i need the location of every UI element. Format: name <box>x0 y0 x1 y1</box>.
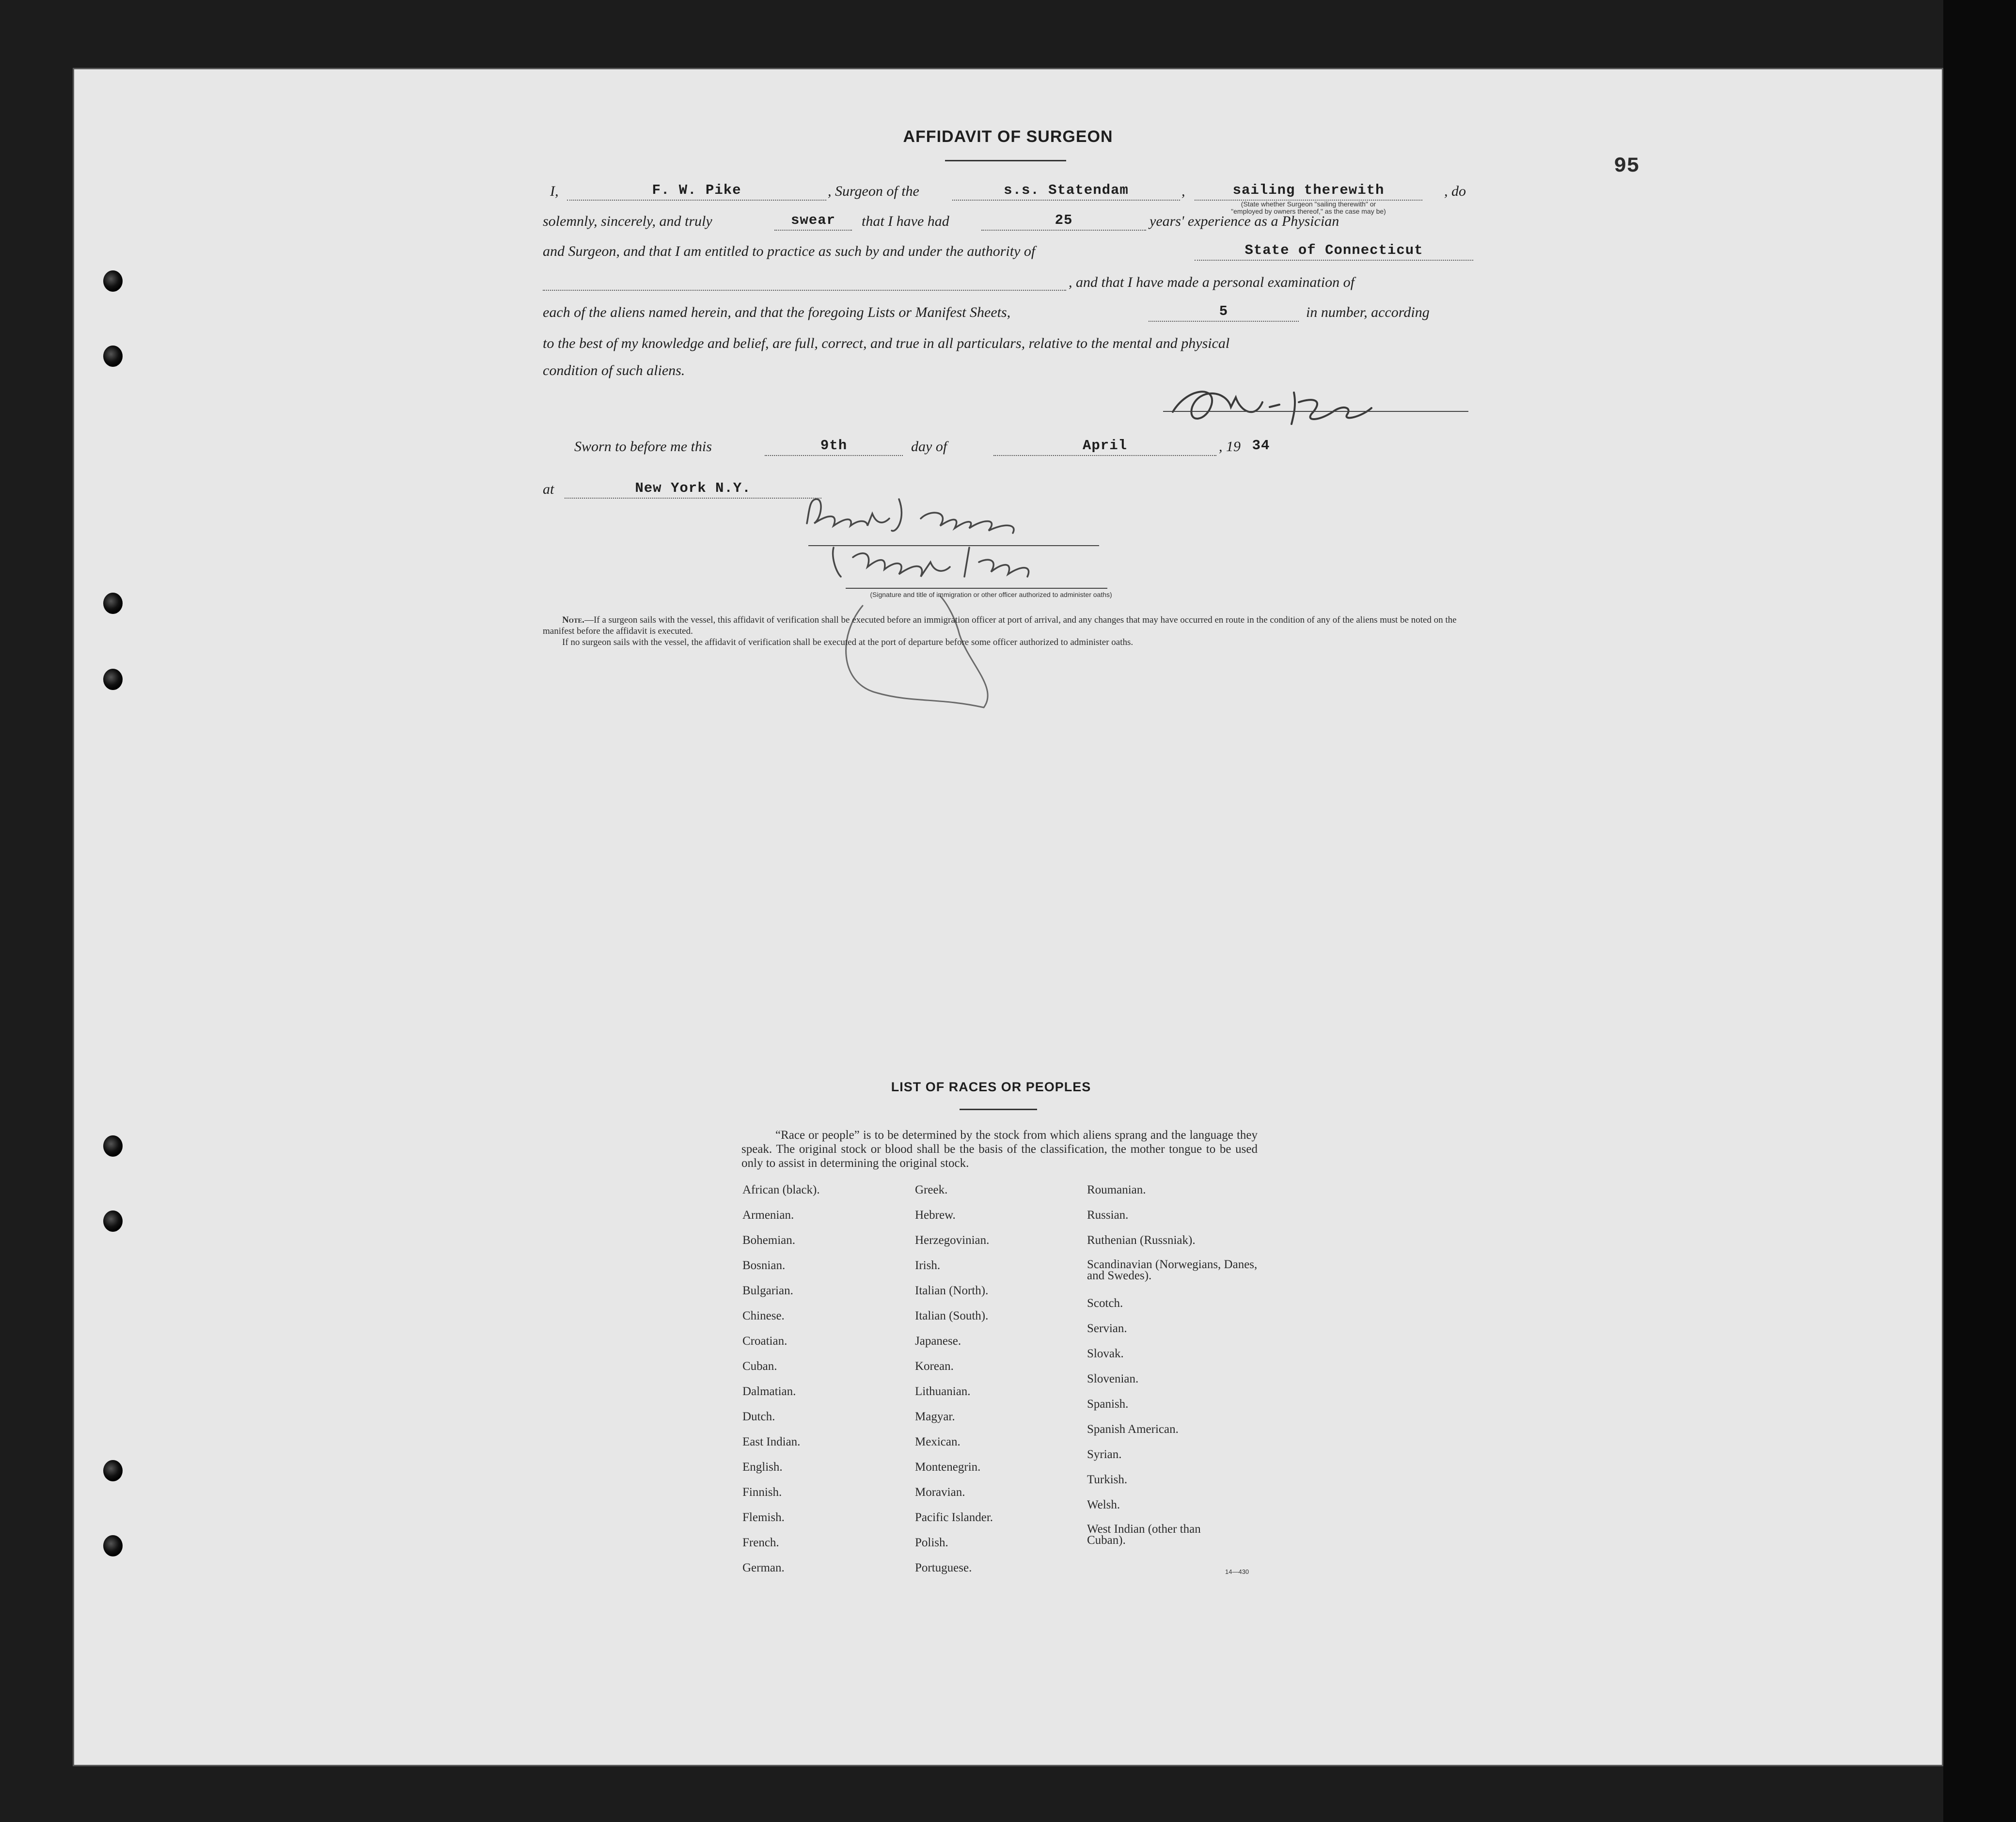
race-item: Croatian. <box>742 1335 788 1348</box>
race-item: Spanish. <box>1087 1398 1129 1411</box>
line-text: to the best of my knowledge and belief, are full, correct, and true in all particulars, relative to the mental and physical <box>543 335 1230 351</box>
affidavit-line-6 <box>543 335 1473 362</box>
race-item: West Indian (other than Cuban). <box>1087 1523 1201 1547</box>
race-item: Portuguese. <box>915 1561 972 1574</box>
races-column-1 <box>742 1183 907 1586</box>
race-item: Servian. <box>1087 1322 1127 1335</box>
line-text: years' experience as a Physician <box>1150 213 1339 229</box>
sailing-note: (State whether Surgeon "sailing therewith" or "employed by owners thereof," as the case may be) <box>1231 200 1386 215</box>
affidavit-note <box>543 614 1473 648</box>
race-item: Hebrew. <box>915 1209 956 1222</box>
affidavit-line-2 <box>543 213 1473 240</box>
races-column-2 <box>915 1183 1080 1586</box>
race-item: Bulgarian. <box>742 1284 793 1297</box>
race-item: Italian (North). <box>915 1284 989 1297</box>
blank-line <box>543 289 1066 291</box>
line-text: , <box>1181 183 1185 199</box>
line-text: in number, according <box>1306 304 1430 320</box>
binder-hole <box>103 669 123 690</box>
sworn-line <box>543 439 1473 466</box>
note-paragraph-1: —If a surgeon sails with the vessel, this affidavit of verification shall be executed before an immigration officer at port of arrival, and any changes that may have occurred en route in the condition of any of the aliens must be noted on the manifest before the affidavit is executed. <box>543 615 1457 636</box>
race-item: Chinese. <box>742 1309 785 1322</box>
race-item: Italian (South). <box>915 1309 989 1322</box>
race-item: Bohemian. <box>742 1234 796 1247</box>
race-item: Dalmatian. <box>742 1385 796 1398</box>
race-item: German. <box>742 1561 785 1574</box>
line-text: condition of such aliens. <box>543 362 685 378</box>
line-text: , 19 <box>1219 439 1241 455</box>
form-number: 14—430 <box>1225 1568 1249 1575</box>
note-head: Note. <box>562 615 584 625</box>
race-item: French. <box>742 1536 779 1549</box>
race-item: Herzegovinian. <box>915 1234 990 1247</box>
race-item: Ruthenian (Russniak). <box>1087 1234 1196 1247</box>
sworn-year-field[interactable]: 34 <box>1252 438 1270 454</box>
race-item: Korean. <box>915 1360 954 1373</box>
title-underline <box>945 160 1066 161</box>
note-paragraph-2: If no surgeon sails with the vessel, the affidavit of verification shall be executed at the port of departure before some officer authorized to administer oaths. <box>562 637 1134 647</box>
race-item: Polish. <box>915 1536 948 1549</box>
races-title-underline <box>960 1109 1037 1110</box>
race-item: Turkish. <box>1087 1473 1128 1486</box>
affidavit-line-5 <box>543 304 1473 331</box>
place-field[interactable]: New York N.Y. <box>565 480 821 499</box>
race-item: Magyar. <box>915 1410 955 1423</box>
binder-hole <box>103 1210 123 1232</box>
race-item: Montenegrin. <box>915 1461 981 1474</box>
race-item: Moravian. <box>915 1486 965 1499</box>
line-text: day of <box>911 439 947 455</box>
race-item: Slovenian. <box>1087 1372 1139 1385</box>
race-item: Cuban. <box>742 1360 777 1373</box>
races-intro: “Race or people” is to be determined by the stock from which aliens sprang and the language they speak. The original stock or blood shall be the basis of the classification, the mother tongue to be used only to assist in determining the original stock. <box>741 1129 1258 1170</box>
line-text: that I have had <box>862 213 949 229</box>
scan-border <box>1943 0 2016 1822</box>
surgeon-signature <box>1158 378 1391 436</box>
race-item: Greek. <box>915 1183 948 1196</box>
race-item: Spanish American. <box>1087 1423 1179 1436</box>
race-item: Flemish. <box>742 1511 785 1524</box>
binder-hole <box>103 346 123 367</box>
race-item: Scandinavian (Norwegians, Danes, and Swedes). <box>1087 1258 1258 1282</box>
race-item: Dutch. <box>742 1410 775 1423</box>
sworn-month-field[interactable]: April <box>993 438 1216 456</box>
line-text: solemnly, sincerely, and truly <box>543 213 712 229</box>
races-column-3 <box>1087 1183 1261 1553</box>
line-text: Sworn to before me this <box>574 439 712 455</box>
race-item: Syrian. <box>1087 1448 1122 1461</box>
race-item: Pacific Islander. <box>915 1511 993 1524</box>
race-item: Roumanian. <box>1087 1183 1146 1196</box>
race-item: Welsh. <box>1087 1498 1120 1511</box>
sheets-field[interactable]: 5 <box>1149 303 1299 322</box>
binder-hole <box>103 593 123 614</box>
affidavit-line-3 <box>543 243 1473 270</box>
race-item: Japanese. <box>915 1335 961 1348</box>
race-item: African (black). <box>742 1183 820 1196</box>
years-field[interactable]: 25 <box>981 212 1146 231</box>
officer-caption: (Signature and title of immigration or other officer authorized to administer oaths) <box>870 591 1112 598</box>
oath-field[interactable]: swear <box>774 212 852 231</box>
race-item: Finnish. <box>742 1486 782 1499</box>
affidavit-title: AFFIDAVIT OF SURGEON <box>903 127 1113 146</box>
race-item: Armenian. <box>742 1209 794 1222</box>
line-text: at <box>543 481 554 497</box>
line-text: , and that I have made a personal examination of <box>1069 274 1354 290</box>
sailing-field[interactable]: sailing therewith <box>1195 182 1422 201</box>
line-text: , Surgeon of the <box>828 183 919 199</box>
race-item: English. <box>742 1461 783 1474</box>
sworn-day-field[interactable]: 9th <box>765 438 903 456</box>
binder-hole <box>103 1460 123 1481</box>
line-text: each of the aliens named herein, and that the foregoing Lists or Manifest Sheets, <box>543 304 1011 320</box>
affidavit-line-4 <box>543 274 1473 301</box>
races-title: LIST OF RACES OR PEOPLES <box>891 1080 1091 1094</box>
line-text: and Surgeon, and that I am entitled to practice as such by and under the authority of <box>543 243 1036 259</box>
surgeon-name-field[interactable]: F. W. Pike <box>567 182 826 201</box>
line-text: , do <box>1444 183 1466 199</box>
authority-field[interactable]: State of Connecticut <box>1195 242 1473 261</box>
race-item: Mexican. <box>915 1435 961 1448</box>
race-item: Irish. <box>915 1259 941 1272</box>
race-item: Scotch. <box>1087 1297 1123 1310</box>
page-number: 95 <box>1614 154 1639 178</box>
binder-hole <box>103 270 123 292</box>
binder-hole <box>103 1535 123 1556</box>
line-text: I, <box>550 183 559 199</box>
binder-hole <box>103 1135 123 1157</box>
officer-signature-line-2 <box>846 588 1107 589</box>
vessel-field[interactable]: s.s. Statendam <box>952 182 1180 201</box>
surgeon-signature-line <box>1163 411 1468 412</box>
race-item: East Indian. <box>742 1435 801 1448</box>
race-item: Lithuanian. <box>915 1385 971 1398</box>
race-item: Russian. <box>1087 1209 1129 1222</box>
officer-signature-line-1 <box>808 545 1099 546</box>
race-item: Slovak. <box>1087 1347 1124 1360</box>
race-item: Bosnian. <box>742 1259 786 1272</box>
officer-signature <box>795 489 1115 722</box>
